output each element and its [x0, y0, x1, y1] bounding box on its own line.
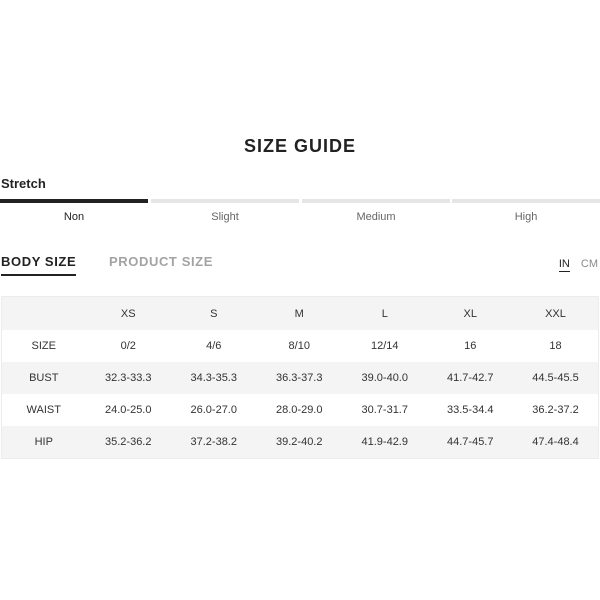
stretch-option-high[interactable] — [452, 199, 600, 223]
table-header-cell — [2, 297, 86, 331]
table-cell: 41.7-42.7 — [428, 362, 514, 394]
table-cell: 44.7-45.7 — [428, 426, 514, 459]
table-cell: 4/6 — [171, 330, 257, 362]
stretch-option-label: Non — [63, 211, 85, 223]
table-cell: 35.2-36.2 — [86, 426, 172, 459]
row-label: WAIST — [2, 394, 86, 426]
stretch-indicator — [302, 199, 450, 203]
table-cell: 47.4-48.4 — [513, 426, 599, 459]
stretch-indicator — [151, 199, 299, 203]
table-header-cell: XXL — [513, 297, 599, 331]
stretch-option-slight[interactable] — [151, 199, 299, 223]
table-cell: 30.7-31.7 — [342, 394, 428, 426]
stretch-selector — [0, 199, 600, 229]
table-row — [2, 362, 599, 394]
table-cell: 16 — [428, 330, 514, 362]
table-cell: 34.3-35.3 — [171, 362, 257, 394]
stretch-option-label: Medium — [356, 211, 396, 223]
table-cell: 37.2-38.2 — [171, 426, 257, 459]
table-cell: 26.0-27.0 — [171, 394, 257, 426]
table-cell: 36.2-37.2 — [513, 394, 599, 426]
table-header-cell: XS — [86, 297, 172, 331]
tab-product-size[interactable]: PRODUCT SIZE — [109, 254, 213, 269]
table-cell: 32.3-33.3 — [86, 362, 172, 394]
table-cell: 39.0-40.0 — [342, 362, 428, 394]
row-label: SIZE — [2, 330, 86, 362]
stretch-option-label: High — [514, 211, 538, 223]
table-header-cell: XL — [428, 297, 514, 331]
table-header-cell: S — [171, 297, 257, 331]
unit-toggle — [559, 258, 598, 272]
stretch-indicator — [0, 199, 148, 203]
table-cell: 24.0-25.0 — [86, 394, 172, 426]
table-header-cell: M — [257, 297, 343, 331]
size-table — [1, 296, 599, 459]
unit-cm-button[interactable]: CM — [580, 258, 598, 270]
table-row — [2, 330, 599, 362]
table-cell: 28.0-29.0 — [257, 394, 343, 426]
table-row — [2, 394, 599, 426]
table-header-cell: L — [342, 297, 428, 331]
table-cell: 44.5-45.5 — [513, 362, 599, 394]
stretch-label: Stretch — [1, 176, 46, 191]
table-cell: 39.2-40.2 — [257, 426, 343, 459]
row-label: BUST — [2, 362, 86, 394]
table-cell: 41.9-42.9 — [342, 426, 428, 459]
stretch-option-label: Slight — [211, 211, 239, 223]
table-cell: 18 — [513, 330, 599, 362]
table-cell: 12/14 — [342, 330, 428, 362]
table-header-row — [2, 297, 599, 331]
table-cell: 8/10 — [257, 330, 343, 362]
stretch-indicator — [452, 199, 600, 203]
unit-in-button[interactable]: IN — [558, 258, 570, 270]
row-label: HIP — [2, 426, 86, 459]
stretch-option-medium[interactable] — [302, 199, 450, 223]
stretch-option-non[interactable] — [0, 199, 148, 223]
tab-body-size[interactable]: BODY SIZE — [1, 254, 76, 276]
table-row — [2, 426, 599, 459]
page-title: SIZE GUIDE — [243, 136, 356, 156]
table-cell: 36.3-37.3 — [257, 362, 343, 394]
table-cell: 33.5-34.4 — [428, 394, 514, 426]
table-cell: 0/2 — [86, 330, 172, 362]
